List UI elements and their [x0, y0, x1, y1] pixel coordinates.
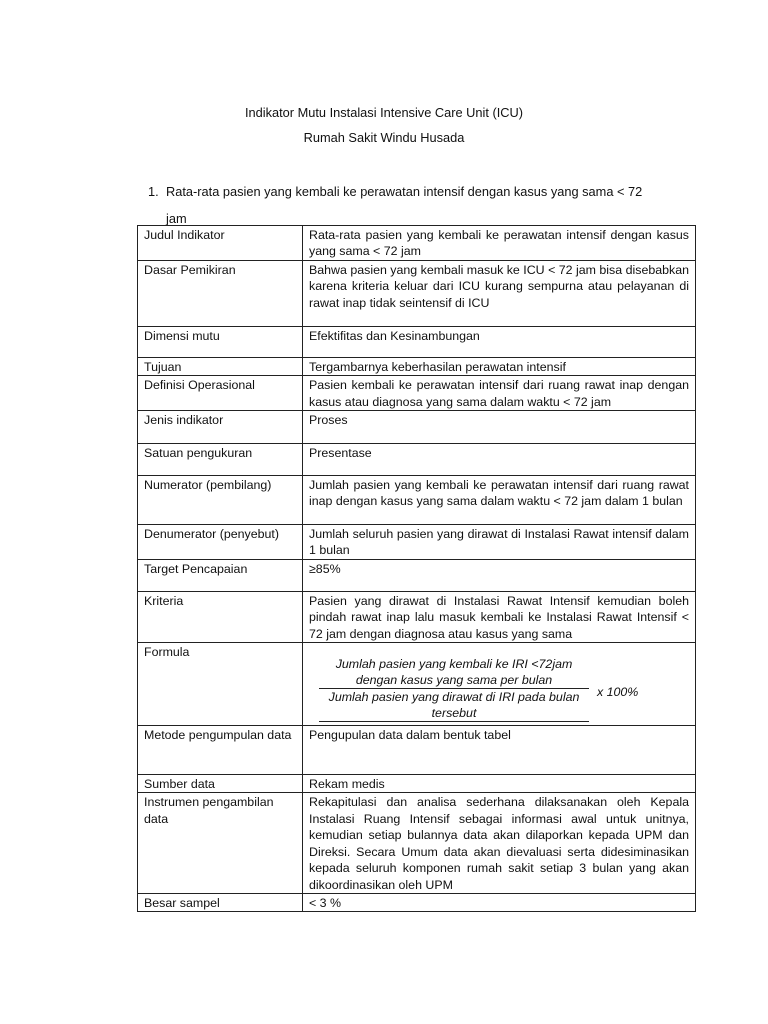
table-row [138, 476, 696, 525]
row-value: Tergambarnya keberhasilan perawatan intensif [303, 357, 696, 375]
row-label: Instrumen pengambilan data [138, 793, 303, 893]
formula-multiplier: x 100% [597, 685, 639, 700]
row-value: Pasien yang dirawat di Instalasi Rawat Intensif kemudian boleh pindah rawat inap lalu masuk kembali ke Instalasi Rawat Intensif < 72 jam dengan diagnosa atau kasus yang sama [303, 591, 696, 642]
document-subtitle: Rumah Sakit Windu Husada [303, 130, 465, 145]
row-value: ≥85% [303, 559, 696, 591]
table-row [138, 775, 696, 793]
row-value: Pasien kembali ke perawatan intensif dari ruang rawat inap dengan kasus atau diagnosa yang sama dalam waktu < 72 jam [303, 376, 696, 411]
row-label: Judul Indikator [138, 226, 303, 261]
formula-denominator: Jumlah pasien yang dirawat di IRI pada bulan tersebut [319, 689, 589, 722]
table-row [138, 726, 696, 775]
row-value: Pengupulan data dalam bentuk tabel [303, 726, 696, 775]
row-value: Rekam medis [303, 775, 696, 793]
table-row [138, 357, 696, 375]
row-label: Denumerator (penyebut) [138, 525, 303, 560]
row-label: Tujuan [138, 357, 303, 375]
row-label: Satuan pengukuran [138, 444, 303, 476]
document-title: Indikator Mutu Instalasi Intensive Care Unit (ICU) [244, 105, 524, 120]
row-value: Presentase [303, 444, 696, 476]
table-row [138, 643, 696, 726]
table-row [138, 260, 696, 326]
formula [309, 644, 689, 721]
row-label: Dimensi mutu [138, 326, 303, 357]
table-row [138, 226, 696, 261]
table-row [138, 326, 696, 357]
row-label: Jenis indikator [138, 411, 303, 444]
row-value: < 3 % [303, 893, 696, 911]
table-row [138, 444, 696, 476]
table-row [138, 411, 696, 444]
section-number: 1. [148, 184, 159, 199]
indicator-table [137, 225, 696, 912]
row-label: Target Pencapaian [138, 559, 303, 591]
table-row [138, 525, 696, 560]
row-value: Jumlah pasien yang kembali ke perawatan intensif dari ruang rawat inap dengan kasus yang sama dalam waktu < 72 jam dalam 1 bulan [303, 476, 696, 525]
table-row [138, 591, 696, 642]
row-label: Dasar Pemikiran [138, 260, 303, 326]
formula-cell [303, 643, 696, 726]
row-value: Proses [303, 411, 696, 444]
row-value: Rata-rata pasien yang kembali ke perawatan intensif dengan kasus yang sama < 72 jam [303, 226, 696, 261]
row-label: Metode pengumpulan data [138, 726, 303, 775]
row-label: Sumber data [138, 775, 303, 793]
table-row [138, 793, 696, 893]
row-value: Jumlah seluruh pasien yang dirawat di Instalasi Rawat intensif dalam 1 bulan [303, 525, 696, 560]
section-heading [148, 178, 708, 232]
table-row [138, 893, 696, 911]
row-value: Rekapitulasi dan analisa sederhana dilaksanakan oleh Kepala Instalasi Ruang Intensif sebagai informasi awal untuk unitnya, kemudian setiap bulannya data akan dilaporkan kepada UPM dan Direksi. Secara Umum data akan dievaluasi serta didesiminasikan kepada seluruh komponen rumah sakit setiap 3 bulan yang akan dikoordinasikan oleh UPM [303, 793, 696, 893]
row-value: Bahwa pasien yang kembali masuk ke ICU < 72 jam bisa disebabkan karena kriteria keluar dari ICU kurang sempurna atau pelayanan di rawat inap tidak seintensif di ICU [303, 260, 696, 326]
row-label: Besar sampel [138, 893, 303, 911]
formula-numerator: Jumlah pasien yang kembali ke IRI <72jam dengan kasus yang sama per bulan [319, 656, 589, 689]
row-value: Efektifitas dan Kesinambungan [303, 326, 696, 357]
section-heading-line1: Rata-rata pasien yang kembali ke perawatan intensif dengan kasus yang sama < 72 [166, 184, 643, 199]
row-label: Numerator (pembilang) [138, 476, 303, 525]
section-heading-line2: jam [166, 211, 187, 226]
row-label: Kriteria [138, 591, 303, 642]
row-label: Formula [138, 643, 303, 726]
table-row [138, 376, 696, 411]
row-label: Definisi Operasional [138, 376, 303, 411]
formula-fraction [319, 656, 589, 722]
table-row [138, 559, 696, 591]
